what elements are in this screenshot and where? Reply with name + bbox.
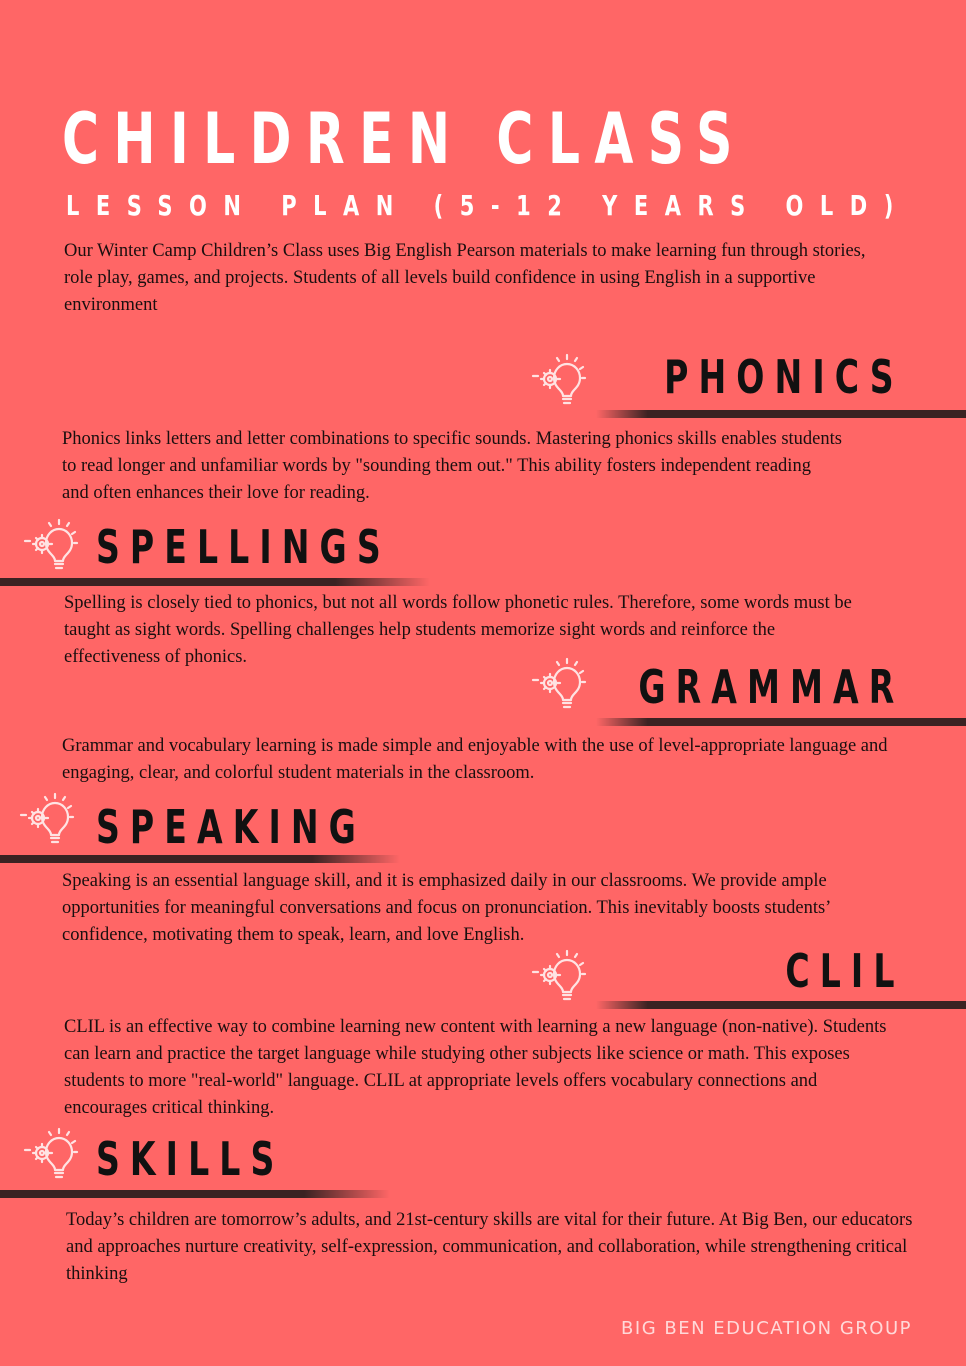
section-heading-spellings: SPELLINGS <box>96 520 391 574</box>
section-heading-skills: SKILLS <box>96 1132 285 1186</box>
grammar-lightbulb-icon <box>530 656 588 712</box>
clil-lightbulb-icon <box>530 948 588 1004</box>
section-text-spellings: Spelling is closely tied to phonics, but not all words follow phonetic rules. Therefore, some words must be taught as sight words. Spelling challenges help students memorize sight words and reinforce the effectiveness of phonics. <box>64 593 852 667</box>
section-text-skills: Today’s children are tomorrow’s adults, and 21st-century skills are vital for their future. At Big Ben, our educators and approaches nurture creativity, self-expression, communication, and collaboration, while strengthening critical thinking <box>66 1210 913 1284</box>
section-heading-clil: CLIL <box>784 944 904 998</box>
speaking-lightbulb-icon <box>18 791 76 847</box>
footer-brand: BIG BEN EDUCATION GROUP <box>621 1318 912 1339</box>
section-text-speaking: Speaking is an essential language skill, and it is emphasized daily in our classrooms. We provide ample opportunities for meaningful conversations and focus on pronunciation. This inevitably boosts students’ confidence, motivating them to speak, learn, and love English. <box>62 871 830 945</box>
section-text-clil: CLIL is an effective way to combine learning new content with learning a new language (non-native). Students can learn and practice the target language while studying other subjects like science or math. This exposes students to more "real-world" language. CLIL at appropriate levels offers vocabulary connections and encourages critical thinking. <box>64 1017 887 1118</box>
section-text-grammar: Grammar and vocabulary learning is made simple and enjoyable with the use of level-appropriate language and engaging, clear, and colorful student materials in the classroom. <box>62 736 888 783</box>
section-bar-spellings <box>0 578 430 586</box>
spellings-lightbulb-icon <box>22 517 80 573</box>
page-subtitle: LESSON PLAN (5-12 YEARS OLD) <box>66 189 910 222</box>
section-bar-speaking <box>0 855 400 863</box>
phonics-lightbulb-icon <box>530 352 588 408</box>
skills-lightbulb-icon <box>22 1126 80 1182</box>
section-text-phonics: Phonics links letters and letter combinations to specific sounds. Mastering phonics skills enables students to read longer and unfamiliar words by "sounding them out." This ability fosters independent reading and often enhances their love for reading. <box>62 429 842 503</box>
section-heading-speaking: SPEAKING <box>96 800 366 854</box>
page-title: CHILDREN CLASS <box>62 98 747 180</box>
intro-paragraph: Our Winter Camp Children’s Class uses Big English Pearson materials to make learning fun through stories, role play, games, and projects. Students of all levels build confidence in using English in a supportive environment <box>64 241 866 315</box>
section-bar-clil <box>596 1001 966 1009</box>
section-bar-grammar <box>596 718 966 726</box>
section-heading-phonics: PHONICS <box>664 350 904 404</box>
section-bar-phonics <box>596 410 966 418</box>
section-bar-skills <box>0 1190 390 1198</box>
section-heading-grammar: GRAMMAR <box>638 660 904 714</box>
